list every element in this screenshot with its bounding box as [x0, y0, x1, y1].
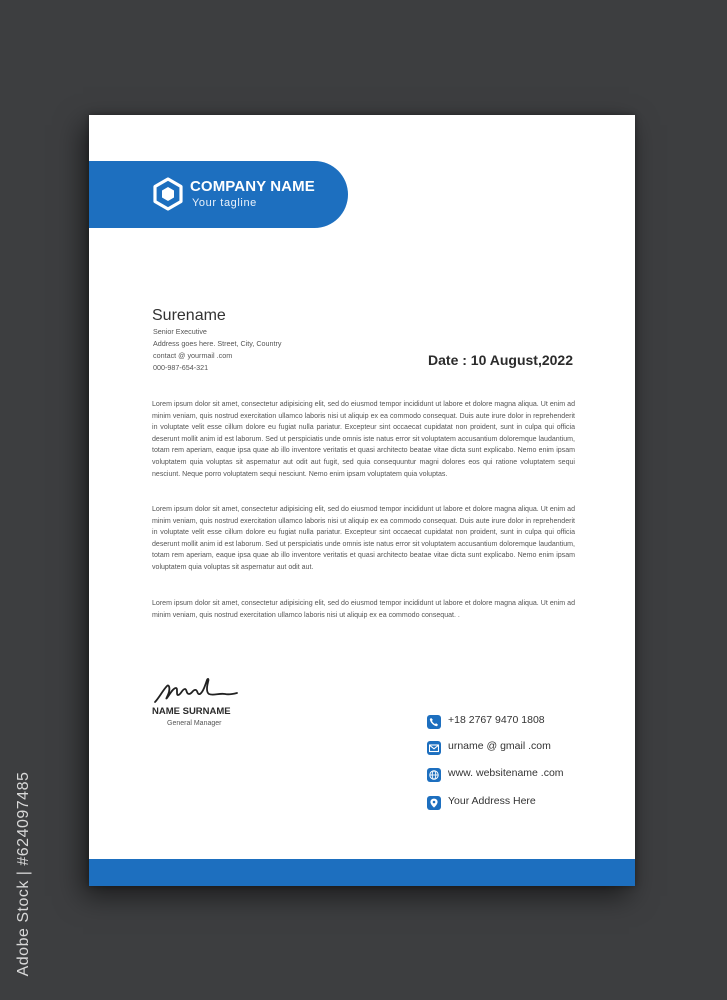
sender-name: Surename [152, 307, 226, 324]
footer-band [89, 859, 635, 886]
signature-image [153, 676, 239, 708]
watermark-text: Adobe Stock | #624097485 [15, 771, 32, 977]
contact-website-text: www. websitename .com [448, 767, 564, 779]
sender-address: Address goes here. Street, City, Country [153, 339, 282, 348]
sender-email: contact @ yourmail .com [153, 351, 233, 360]
location-pin-icon [427, 796, 441, 810]
contact-phone-text: +18 2767 9470 1808 [448, 714, 545, 726]
company-name: COMPANY NAME [190, 178, 315, 195]
body-paragraph-2: Lorem ipsum dolor sit amet, consectetur adipisicing elit, sed do eiusmod tempor incididunt ut labore et dolore magna aliqua. Ut enim ad minim veniam, quis nostrud exercitation ullamco laboris nisi ut aliquip ex ea commodo consequat. Duis aute irure dolor in reprehenderit in voluptate velit esse cillum dolore eu fugiat nulla pariatur. Excepteur sint occaecat cupidatat non proident, sunt in culpa qui officia deserunt mollit anim id est laborum. Sed ut perspiciatis unde omnis iste natus error sit voluptatem accusantium doloremque laudantium, totam rem aperiam, eaque ipsa quae ab illo inventore veritatis et quasi architecto beatae vitae dicta sunt explicabo. Nemo enim ipsam voluptatem quia voluptas sit aspernatur aut odit aut. [152, 506, 575, 571]
phone-icon [427, 715, 441, 729]
sender-title: Senior Executive [153, 327, 207, 336]
globe-icon [427, 768, 441, 782]
body-paragraph-1: Lorem ipsum dolor sit amet, consectetur adipisicing elit, sed do eiusmod tempor incididunt ut labore et dolore magna aliqua. Ut enim ad minim veniam, quis nostrud exercitation ullamco laboris nisi ut aliquip ex ea commodo consequat. Duis aute irure dolor in reprehenderit in voluptate velit esse cillum dolore eu fugiat nulla pariatur. Excepteur sint occaecat cupidatat non proident, sunt in culpa qui officia deserunt mollit anim id est laborum. Sed ut perspiciatis unde omnis iste natus error sit voluptatem accusantium doloremque laudantium, totam rem aperiam, eaque ipsa quae ab illo inventore veritatis et quasi architecto beatae vitae dicta sunt explicabo. Nemo enim ipsam voluptatem quia voluptas sit aspernatur aut odit aut fugit, sed quia consequuntur magni dolores eos qui ratione voluptatem sequi nesciunt. Neque porro voluptatem sequi nesciunt. Nemo enim ipsam voluptatem quia voluptas. [152, 401, 575, 478]
mail-icon [427, 741, 441, 755]
letterhead-page [89, 115, 635, 886]
signatory-role: General Manager [167, 720, 222, 727]
body-paragraph-3: Lorem ipsum dolor sit amet, consectetur adipisicing elit, sed do eiusmod tempor incididunt ut labore et dolore magna aliqua. Ut enim ad minim veniam, quis nostrud exercitation ullamco laboris nisi ut aliquip ex ea commodo consequat. . [152, 600, 575, 619]
signatory-name: NAME SURNAME [152, 706, 231, 717]
stock-watermark [4, 758, 44, 990]
contact-address-text: Your Address Here [448, 795, 536, 807]
logo-band [89, 161, 348, 228]
company-tagline: Your tagline [192, 197, 257, 209]
hexagon-logo-icon [151, 177, 185, 211]
letter-date: Date : 10 August,2022 [428, 352, 573, 368]
contact-email-text: urname @ gmail .com [448, 740, 551, 752]
sender-phone: 000-987-654-321 [153, 363, 209, 372]
